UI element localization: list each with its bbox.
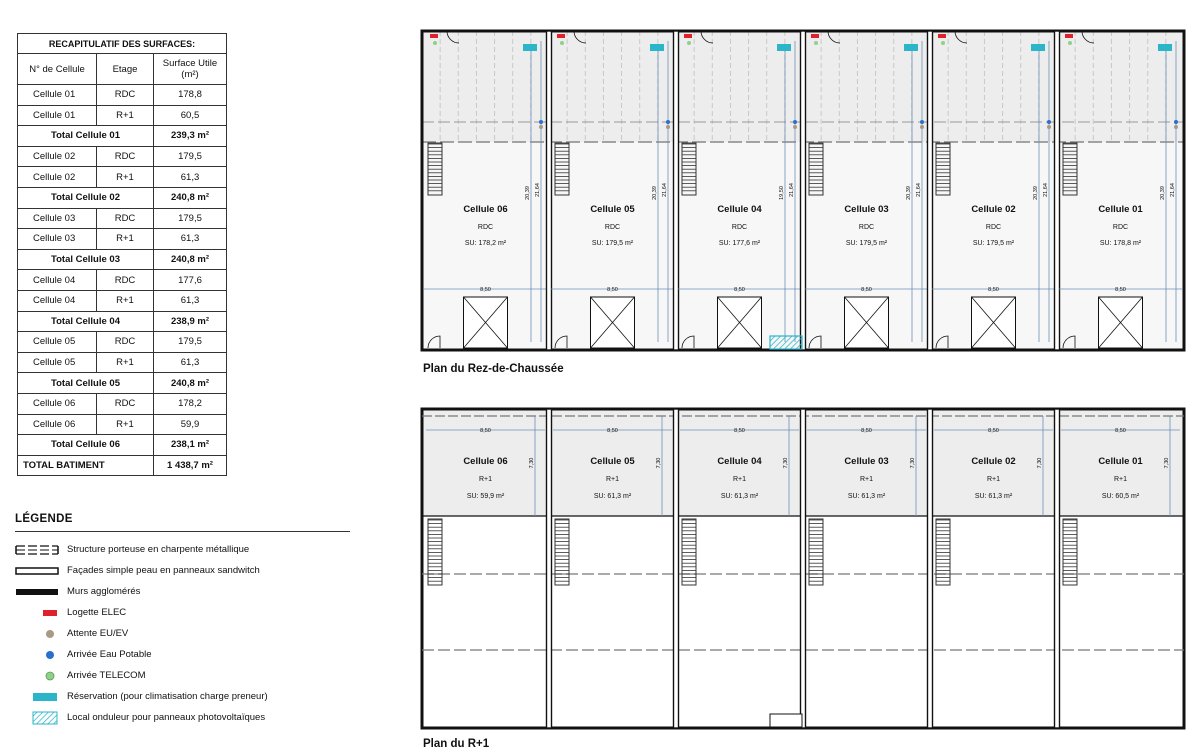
cell-surface: 177,6 [154, 270, 227, 291]
hvac-reservation-icon [1031, 44, 1045, 51]
cell-cellule: Cellule 04 [18, 270, 97, 291]
ground-floor-plan [418, 25, 1188, 357]
table-total-row [18, 435, 227, 456]
surfaces-table-body [18, 85, 227, 476]
cell-cellule: Cellule 01 [18, 85, 97, 106]
hvac-reservation-icon [904, 44, 918, 51]
upper-floor-plan [418, 403, 1188, 735]
elec-box-icon [1065, 34, 1073, 38]
cell-etage: RDC [97, 146, 154, 167]
telecom-icon [15, 669, 67, 683]
waste-water-icon [1174, 125, 1178, 129]
legend-label: Arrivée Eau Potable [67, 649, 152, 660]
cell-cellule: Cellule 06 [18, 393, 97, 414]
cell-name: Cellule 03 [844, 204, 889, 215]
table-row [18, 352, 227, 373]
dimension-label: 21,64 [535, 183, 541, 197]
total-surface: 240,8 m² [154, 187, 227, 208]
hvac-reservation-icon [523, 44, 537, 51]
total-label: Total Cellule 03 [18, 249, 154, 270]
party-wall [928, 409, 933, 728]
cell-surface: SU: 179,5 m² [972, 240, 1015, 247]
cell-level: R+1 [859, 476, 874, 483]
dimension-label: 21,64 [1170, 183, 1176, 197]
telecom-icon [687, 41, 691, 45]
dimension-label: 7,30 [1164, 457, 1170, 469]
dimension-label: 7,30 [1037, 457, 1043, 469]
table-row [18, 332, 227, 353]
water-supply-icon [920, 120, 924, 124]
water-supply-icon [539, 120, 543, 124]
legend-item [15, 581, 350, 602]
hvac-reservation-icon [777, 44, 791, 51]
cell-etage: R+1 [97, 352, 154, 373]
cell-cellule: Cellule 03 [18, 229, 97, 250]
dimension-label: 21,64 [916, 183, 922, 197]
table-total-row [18, 249, 227, 270]
table-row [18, 270, 227, 291]
dimension-label: 7,30 [656, 457, 662, 469]
legend-item [15, 644, 350, 665]
legend-label: Murs agglomérés [67, 586, 141, 597]
cell-name: Cellule 01 [1098, 456, 1143, 467]
block-wall-icon [15, 585, 67, 599]
table-row [18, 290, 227, 311]
dimension-label: 21,64 [662, 183, 668, 197]
party-wall [674, 31, 679, 350]
water-supply-icon [1174, 120, 1178, 124]
dimension-label: 8,50 [480, 287, 491, 293]
cell-surface: SU: 178,8 m² [1099, 240, 1142, 247]
cell-surface: SU: 179,5 m² [591, 240, 634, 247]
total-surface: 240,8 m² [154, 249, 227, 270]
cell-etage: RDC [97, 332, 154, 353]
waste-water-icon [793, 125, 797, 129]
cell-level: RDC [858, 224, 875, 231]
dimension-label: 7,30 [910, 457, 916, 469]
waste-water-icon [1047, 125, 1051, 129]
table-row [18, 208, 227, 229]
legend-item [15, 686, 350, 707]
legend-label: Réservation (pour climatisation charge preneur) [67, 691, 268, 702]
dimension-label: 20,39 [1160, 186, 1166, 200]
cell-surface: SU: 61,3 m² [593, 493, 632, 500]
table-row [18, 414, 227, 435]
cell-name: Cellule 02 [971, 204, 1016, 215]
waste-water-icon [920, 125, 924, 129]
cell-surface: 59,9 [154, 414, 227, 435]
cell-cellule: Cellule 01 [18, 105, 97, 126]
upper-floor-title: Plan du R+1 [423, 738, 490, 750]
cell-surface: 178,2 [154, 393, 227, 414]
cell-level: R+1 [605, 476, 620, 483]
grand-total-label: TOTAL BATIMENT [18, 455, 154, 476]
cell-name: Cellule 05 [590, 456, 635, 467]
table-total-row [18, 187, 227, 208]
dimension-label: 20,39 [1033, 186, 1039, 200]
table-total-row [18, 373, 227, 394]
cell-etage: RDC [97, 270, 154, 291]
cell-level: RDC [604, 224, 621, 231]
cell-cellule: Cellule 06 [18, 414, 97, 435]
waste-water-icon [15, 627, 67, 641]
table-total-row [18, 126, 227, 147]
legend-title: LÉGENDE [15, 513, 73, 525]
ground-floor-title: Plan du Rez-de-Chaussée [423, 363, 564, 375]
party-wall [928, 31, 933, 350]
party-wall [801, 409, 806, 728]
dimension-label: 20,39 [906, 186, 912, 200]
cell-cellule: Cellule 03 [18, 208, 97, 229]
table-total-row [18, 311, 227, 332]
legend-divider [15, 531, 350, 532]
party-wall [674, 409, 679, 728]
waste-water-icon [539, 125, 543, 129]
legend-label: Local onduleur pour panneaux photovoltaïques [67, 712, 266, 723]
cell-etage: R+1 [97, 290, 154, 311]
elec-box-icon [15, 606, 67, 620]
legend-label: Logette ELEC [67, 607, 127, 618]
legend-item [15, 560, 350, 581]
cell-etage: RDC [97, 393, 154, 414]
cell-surface: SU: 179,5 m² [845, 240, 888, 247]
elec-box-icon [557, 34, 565, 38]
inverter-room-icon [770, 336, 802, 349]
table-row [18, 167, 227, 188]
dimension-label: 8,50 [988, 428, 999, 434]
legend-label: Attente EU/EV [67, 628, 129, 639]
table-row [18, 105, 227, 126]
waste-water-icon [666, 125, 670, 129]
dimension-label: 8,50 [1115, 428, 1126, 434]
cell-surface: 179,5 [154, 208, 227, 229]
telecom-icon [1068, 41, 1072, 45]
cell-cellule: Cellule 05 [18, 352, 97, 373]
cell-surface: 60,5 [154, 105, 227, 126]
elec-box-icon [684, 34, 692, 38]
cell-name: Cellule 03 [844, 456, 889, 467]
sandwich-facade-icon [15, 564, 67, 578]
cell-level: R+1 [732, 476, 747, 483]
table-title: RECAPITULATIF DES SURFACES: [18, 34, 227, 54]
cell-surface: SU: 61,3 m² [720, 493, 759, 500]
total-label: Total Cellule 05 [18, 373, 154, 394]
cell-level: RDC [1112, 224, 1129, 231]
water-supply-icon [666, 120, 670, 124]
steel-frame-icon [15, 543, 67, 557]
cell-name: Cellule 04 [717, 456, 762, 467]
water-supply-icon [1047, 120, 1051, 124]
party-wall [547, 31, 552, 350]
cell-name: Cellule 06 [463, 204, 508, 215]
elec-box-icon [430, 34, 438, 38]
hvac-reservation-icon [650, 44, 664, 51]
total-label: Total Cellule 02 [18, 187, 154, 208]
dimension-label: 8,50 [734, 428, 745, 434]
cell-surface: 61,3 [154, 167, 227, 188]
cell-etage: R+1 [97, 167, 154, 188]
cell-surface: 61,3 [154, 290, 227, 311]
cell-surface: SU: 177,6 m² [718, 240, 761, 247]
total-label: Total Cellule 01 [18, 126, 154, 147]
legend-item [15, 665, 350, 686]
cell-name: Cellule 06 [463, 456, 508, 467]
cell-cellule: Cellule 02 [18, 146, 97, 167]
water-supply-icon [793, 120, 797, 124]
dimension-label: 8,50 [988, 287, 999, 293]
legend-label: Structure porteuse en charpente métallique [67, 544, 250, 555]
legend [15, 513, 350, 728]
legend-label: Façades simple peau en panneaux sandwitch [67, 565, 260, 576]
legend-label: Arrivée TELECOM [67, 670, 146, 681]
cell-etage: R+1 [97, 229, 154, 250]
dimension-label: 20,39 [652, 186, 658, 200]
dimension-label: 19,50 [779, 186, 785, 200]
party-wall [1055, 409, 1060, 728]
dimension-label: 8,50 [1115, 287, 1126, 293]
total-surface: 238,1 m² [154, 435, 227, 456]
hvac-reservation-icon [1158, 44, 1172, 51]
table-row [18, 229, 227, 250]
table-row [18, 393, 227, 414]
dimension-label: 21,64 [1043, 183, 1049, 197]
dimension-label: 20,39 [525, 186, 531, 200]
inverter-room [770, 714, 802, 727]
dimension-label: 8,50 [607, 287, 618, 293]
cell-surface: SU: 178,2 m² [464, 240, 507, 247]
telecom-icon [433, 41, 437, 45]
legend-item [15, 623, 350, 644]
cell-etage: R+1 [97, 414, 154, 435]
dimension-label: 7,30 [783, 457, 789, 469]
elec-box-icon [938, 34, 946, 38]
cell-cellule: Cellule 04 [18, 290, 97, 311]
cell-level: R+1 [986, 476, 1001, 483]
cell-level: RDC [477, 224, 494, 231]
cell-name: Cellule 02 [971, 456, 1016, 467]
table-grand-total-row [18, 455, 227, 476]
dimension-label: 8,50 [480, 428, 491, 434]
cell-level: RDC [985, 224, 1002, 231]
cell-level: R+1 [478, 476, 493, 483]
legend-item [15, 707, 350, 728]
party-wall [801, 31, 806, 350]
cell-surface: 178,8 [154, 85, 227, 106]
table-row [18, 85, 227, 106]
dimension-label: 8,50 [607, 428, 618, 434]
col-header-cellule: N° de Cellule [18, 54, 97, 85]
dimension-label: 8,50 [861, 287, 872, 293]
col-header-etage: Etage [97, 54, 154, 85]
telecom-icon [941, 41, 945, 45]
cell-level: R+1 [1113, 476, 1128, 483]
cell-surface: 179,5 [154, 332, 227, 353]
total-surface: 238,9 m² [154, 311, 227, 332]
cell-name: Cellule 04 [717, 204, 762, 215]
total-surface: 239,3 m² [154, 126, 227, 147]
dimension-label: 8,50 [861, 428, 872, 434]
water-supply-icon [15, 648, 67, 662]
elec-box-icon [811, 34, 819, 38]
party-wall [1055, 31, 1060, 350]
telecom-icon [560, 41, 564, 45]
cell-surface: SU: 61,3 m² [847, 493, 886, 500]
cell-cellule: Cellule 02 [18, 167, 97, 188]
cell-cellule: Cellule 05 [18, 332, 97, 353]
cell-name: Cellule 01 [1098, 204, 1143, 215]
total-label: Total Cellule 04 [18, 311, 154, 332]
cell-surface: SU: 60,5 m² [1101, 493, 1140, 500]
dimension-label: 21,64 [789, 183, 795, 197]
cell-name: Cellule 05 [590, 204, 635, 215]
cell-surface: 179,5 [154, 146, 227, 167]
inverter-room-icon [15, 711, 67, 725]
dimension-label: 7,30 [529, 457, 535, 469]
surfaces-table [17, 33, 227, 476]
legend-item [15, 539, 350, 560]
table-row [18, 146, 227, 167]
cell-surface: 61,3 [154, 352, 227, 373]
cell-surface: 61,3 [154, 229, 227, 250]
total-surface: 240,8 m² [154, 373, 227, 394]
hvac-reservation-icon [15, 690, 67, 704]
telecom-icon [814, 41, 818, 45]
total-label: Total Cellule 06 [18, 435, 154, 456]
cell-etage: RDC [97, 85, 154, 106]
cell-surface: SU: 61,3 m² [974, 493, 1013, 500]
cell-level: RDC [731, 224, 748, 231]
cell-surface: SU: 59,9 m² [466, 493, 505, 500]
legend-item [15, 602, 350, 623]
dimension-label: 8,50 [734, 287, 745, 293]
party-wall [547, 409, 552, 728]
cell-etage: R+1 [97, 105, 154, 126]
cell-etage: RDC [97, 208, 154, 229]
grand-total-surface: 1 438,7 m² [154, 455, 227, 476]
col-header-surface: Surface Utile (m²) [154, 54, 227, 85]
